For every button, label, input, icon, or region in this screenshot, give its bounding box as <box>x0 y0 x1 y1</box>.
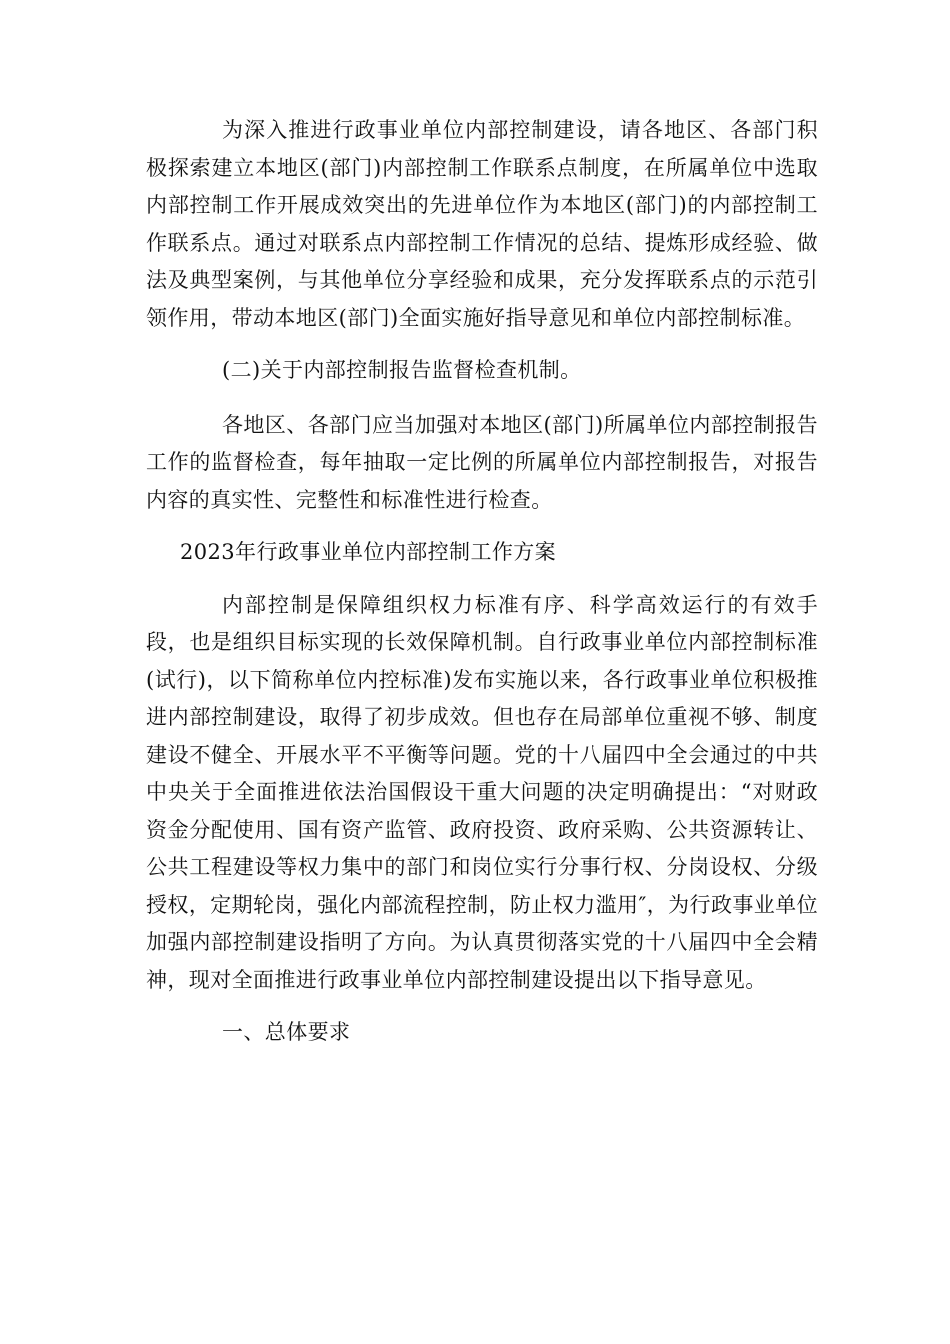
document-page <box>146 112 818 1069</box>
paragraph-report-inspection: 各地区、各部门应当加强对本地区(部门)所属单位内部控制报告工作的监督检查，每年抽取一定比例的所属单位内部控制报告，对报告内容的真实性、完整性和标准性进行检查。 <box>146 412 818 512</box>
paragraph-introduction: 内部控制是保障组织权力标准有序、科学高效运行的有效手段，也是组织目标实现的长效保障机制。自行政事业单位内部控制标准(试行)，以下简称单位内控标准)发布实施以来，各行政事业单位积极推进内部控制建设，取得了初步成效。但也存在局部单位重视不够、制度建设不健全、开展水平不平衡等问题。党的十八届四中全会通过的中共中央关于全面推进依法治国假设干重大问题的决定明确提出：“对财政资金分配使用、国有资产监管、政府投资、政府采购、公共资源转让、公共工程建设等权力集中的部门和岗位实行分事行权、分岗设权、分级授权，定期轮岗，强化内部流程控制，防止权力滥用″，为行政事业单位加强内部控制建设指明了方向。为认真贯彻落实党的十八届四中全会精神，现对全面推进行政事业单位内部控制建设提出以下指导意见。 <box>146 592 818 992</box>
section-heading-report-supervision: (二)关于内部控制报告监督检查机制。 <box>222 358 582 382</box>
paragraph-liaison-points: 为深入推进行政事业单位内部控制建设，请各地区、各部门积极探索建立本地区(部门)内部控制工作联系点制度，在所属单位中选取内部控制工作开展成效突出的先进单位作为本地区(部门)的内部控制工作联系点。通过对联系点内部控制工作情况的总结、提炼形成经验、做法及典型案例，与其他单位分享经验和成果，充分发挥联系点的示范引领作用，带动本地区(部门)全面实施好指导意见和单位内部控制标准。 <box>146 118 818 330</box>
document-title: 2023年行政事业单位内部控制工作方案 <box>180 540 557 564</box>
section-heading-general-requirements: 一、总体要求 <box>222 1020 351 1044</box>
